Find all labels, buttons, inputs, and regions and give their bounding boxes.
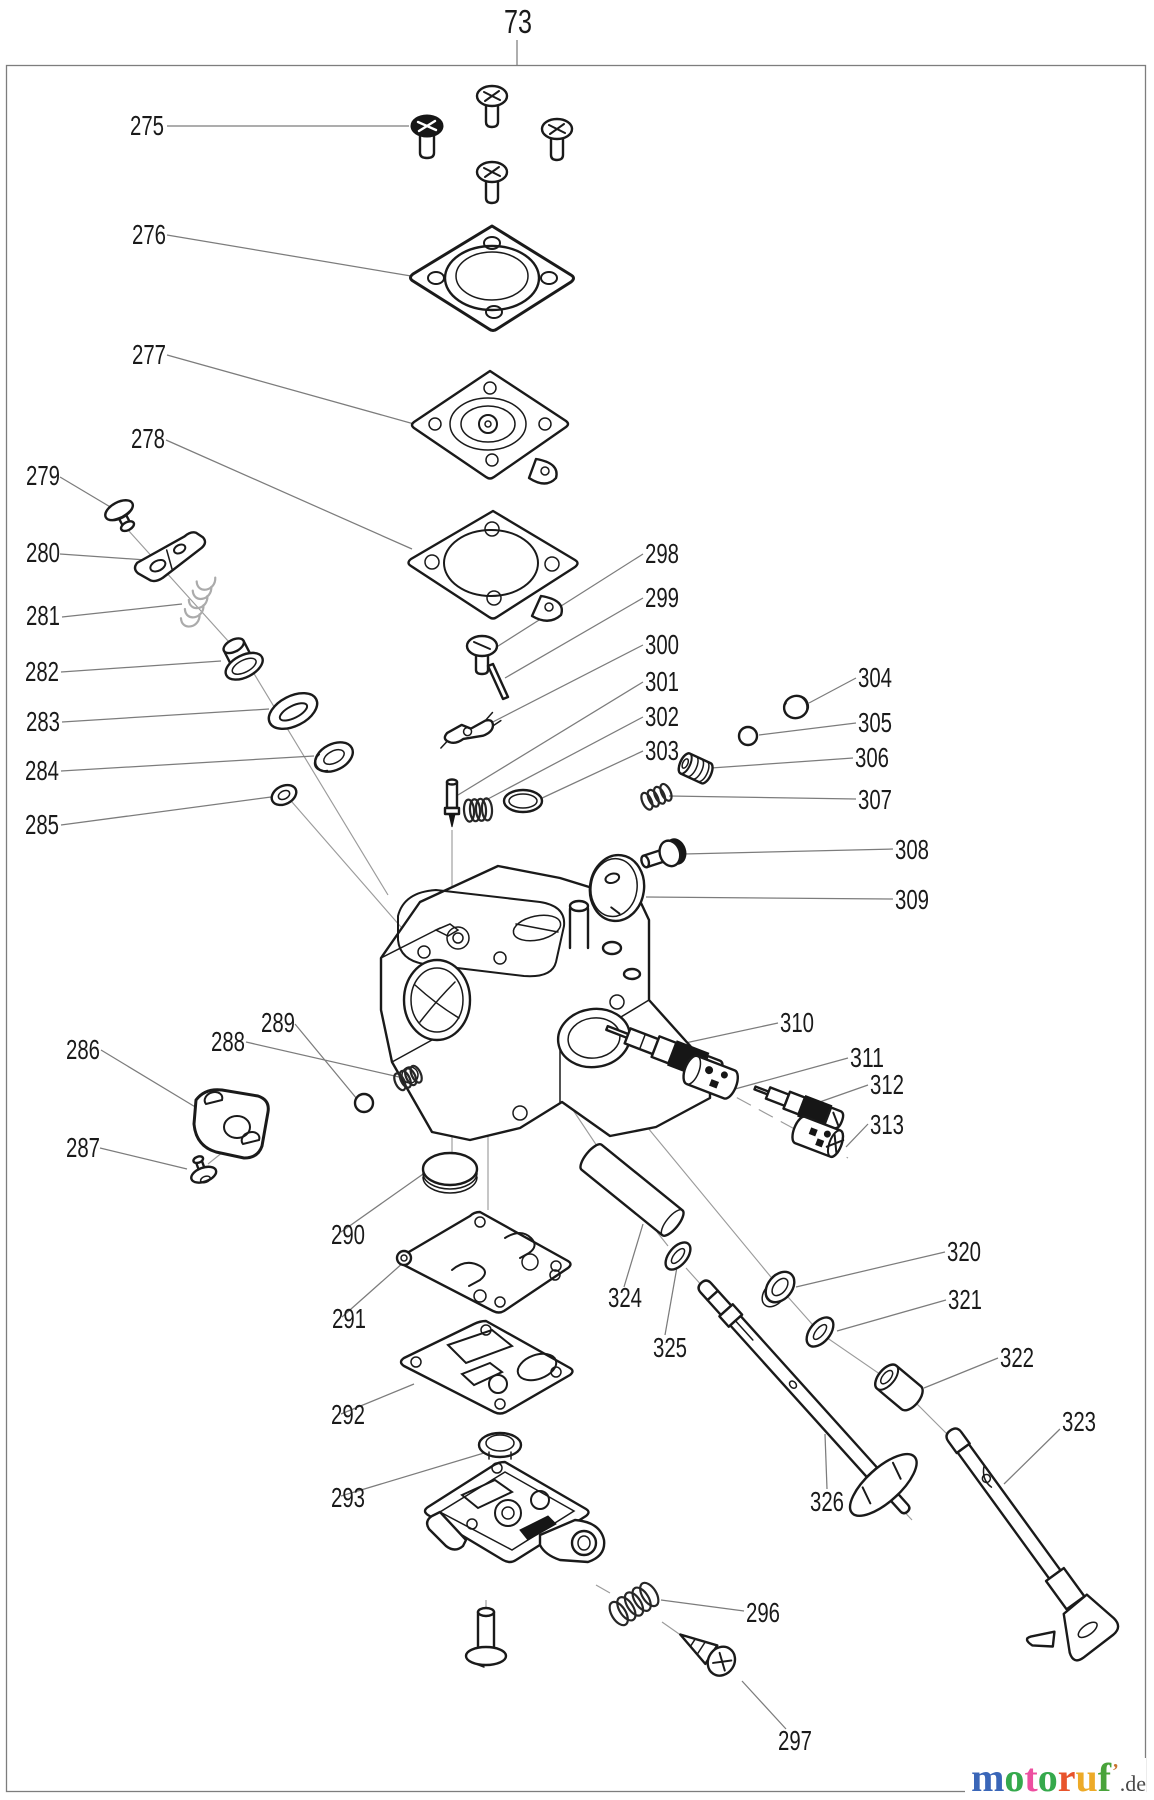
part-275-screw [411,115,443,158]
part-label-326: 326 [810,1486,844,1517]
cover-screw [477,162,507,203]
part-276-cover [411,226,574,331]
part-label-285: 285 [25,809,59,840]
part-label-321: 321 [948,1284,982,1315]
part-label-301: 301 [645,666,679,697]
part-label-286: 286 [66,1034,100,1065]
part-label-280: 280 [26,537,60,568]
part-label-276: 276 [132,219,166,250]
logo-letter: f [1097,1755,1112,1800]
part-label-278: 278 [131,423,165,454]
part-label-312: 312 [870,1069,904,1100]
part-label-308: 308 [895,834,929,865]
part-289-ball [355,1094,373,1112]
part-label-324: 324 [608,1282,642,1313]
part-label-306: 306 [855,742,889,773]
part-label-322: 322 [1000,1342,1034,1373]
part-281-spring [168,572,231,629]
part-label-303: 303 [645,735,679,766]
part-label-277: 277 [132,339,166,370]
part-292-gasket [401,1321,573,1414]
part-label-311: 311 [850,1042,884,1073]
part-301-needle [445,780,459,828]
part-label-305: 305 [858,707,892,738]
part-label-275: 275 [130,110,164,141]
part-label-291: 291 [332,1303,366,1334]
part-278-gasket [409,511,578,621]
part-300-lever [435,711,503,748]
logo-letter: m [971,1755,1005,1800]
part-label-304: 304 [858,662,892,693]
part-293-pump-body [425,1433,604,1667]
part-label-300: 300 [645,629,679,660]
logo-letter: t [1024,1755,1038,1800]
part-label-302: 302 [645,701,679,732]
part-label-283: 283 [26,706,60,737]
part-303-oring [504,790,542,812]
part-label-325: 325 [653,1332,687,1363]
part-282-seat [213,631,267,685]
part-label-310: 310 [780,1007,814,1038]
part-label-293: 293 [331,1482,365,1513]
part-label-289: 289 [261,1007,295,1038]
part-label-281: 281 [26,600,60,631]
part-290-disc [423,1153,477,1193]
motoruf-logo [965,1755,1146,1800]
part-label-296: 296 [746,1597,780,1628]
part-label-290: 290 [331,1219,365,1250]
part-label-313: 313 [870,1109,904,1140]
drawing-number-label: 73 [504,3,532,40]
part-label-279: 279 [26,460,60,491]
part-308-screw [638,836,689,875]
carburetor-body [381,866,710,1140]
part-302-spring [463,798,492,822]
logo-domain-suffix: .de [1119,1771,1146,1796]
cover-screw [477,86,507,127]
part-label-287: 287 [66,1132,100,1163]
part-299-pin [488,664,508,699]
part-label-288: 288 [211,1026,245,1057]
part-label-320: 320 [947,1236,981,1267]
part-320-ring [756,1266,800,1312]
cover-screw [542,119,572,160]
part-323-choke-shaft [901,1417,1123,1678]
part-277-diaphragm [412,371,568,484]
part-label-297: 297 [778,1725,812,1756]
part-306-plug [676,751,715,785]
part-279-rivet [102,496,143,537]
part-label-282: 282 [25,656,59,687]
part-305-ball [739,727,757,745]
part-label-292: 292 [331,1399,365,1430]
part-297-screw [672,1622,740,1681]
part-307-spring [639,782,674,811]
part-label-307: 307 [858,784,892,815]
logo-trademark-mark: ’ [1112,1760,1119,1782]
part-304-cap [781,693,812,722]
part-283-ring [263,686,323,736]
logo-letter: u [1075,1755,1098,1800]
part-286-plate [194,1090,268,1158]
part-label-299: 299 [645,582,679,613]
logo-letter: o [1037,1755,1058,1800]
logo-letter: r [1057,1755,1076,1800]
logo-letter: o [1004,1755,1025,1800]
part-284-ring [309,736,357,778]
part-label-309: 309 [895,884,929,915]
part-291-diaphragm [397,1212,571,1313]
part-label-298: 298 [645,538,679,569]
part-label-323: 323 [1062,1406,1096,1437]
part-287-rivet [185,1152,219,1186]
part-296-spring [606,1580,662,1629]
part-label-284: 284 [25,755,59,786]
